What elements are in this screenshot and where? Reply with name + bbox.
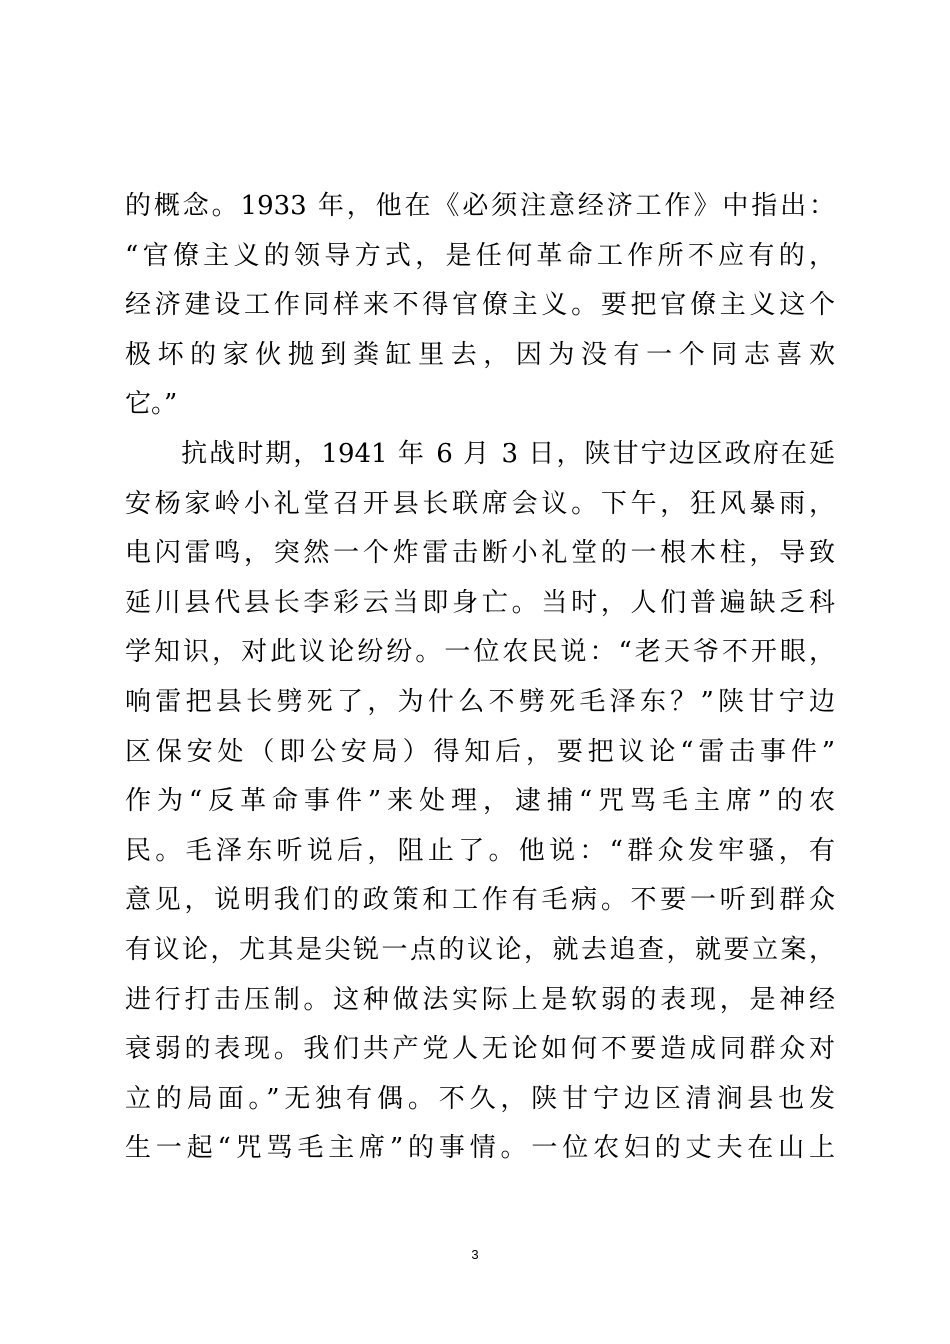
- text-line: 有议论，尤其是尖锐一点的议论，就去追查，就要立案，: [125, 934, 835, 965]
- text-line: 抗战时期，1941 年 6 月 3 日，陕甘宁边区政府在延: [125, 438, 835, 469]
- text-line: 延川县代县长李彩云当即身亡。当时，人们普遍缺乏科: [125, 587, 835, 618]
- text-line: “官僚主义的领导方式，是任何革命工作所不应有的，: [125, 240, 835, 271]
- text-line: 经济建设工作同样来不得官僚主义。要把官僚主义这个: [125, 290, 835, 321]
- text-line: 区保安处（即公安局）得知后，要把议论“雷击事件”: [125, 736, 835, 767]
- text-line: 民。毛泽东听说后，阻止了。他说：“群众发牢骚，有: [125, 835, 835, 866]
- text-line: 它。”: [125, 389, 178, 420]
- text-line: 安杨家岭小礼堂召开县长联席会议。下午，狂风暴雨，: [125, 488, 835, 519]
- text-line: 立的局面。”无独有偶。不久，陕甘宁边区清涧县也发: [125, 1083, 835, 1114]
- text-line: 进行打击压制。这种做法实际上是软弱的表现，是神经: [125, 984, 835, 1015]
- text-line: 衰弱的表现。我们共产党人无论如何不要造成同群众对: [125, 1034, 835, 1065]
- text-line: 响雷把县长劈死了，为什么不劈死毛泽东？”陕甘宁边: [125, 686, 835, 717]
- page-number: 3: [471, 1247, 479, 1262]
- text-line: 生一起“咒骂毛主席”的事情。一位农妇的丈夫在山上: [125, 1133, 835, 1164]
- text-line: 作为“反革命事件”来处理，逮捕“咒骂毛主席”的农: [125, 786, 835, 817]
- text-line: 电闪雷鸣，突然一个炸雷击断小礼堂的一根木柱，导致: [125, 538, 835, 569]
- text-line: 的概念。1933 年，他在《必须注意经济工作》中指出：: [125, 191, 835, 221]
- text-line: 学知识，对此议论纷纷。一位农民说：“老天爷不开眼，: [125, 637, 835, 668]
- text-line: 极坏的家伙抛到粪缸里去，因为没有一个同志喜欢: [125, 339, 835, 370]
- body-text: [125, 182, 835, 1174]
- text-line: 意见，说明我们的政策和工作有毛病。不要一听到群众: [125, 885, 835, 916]
